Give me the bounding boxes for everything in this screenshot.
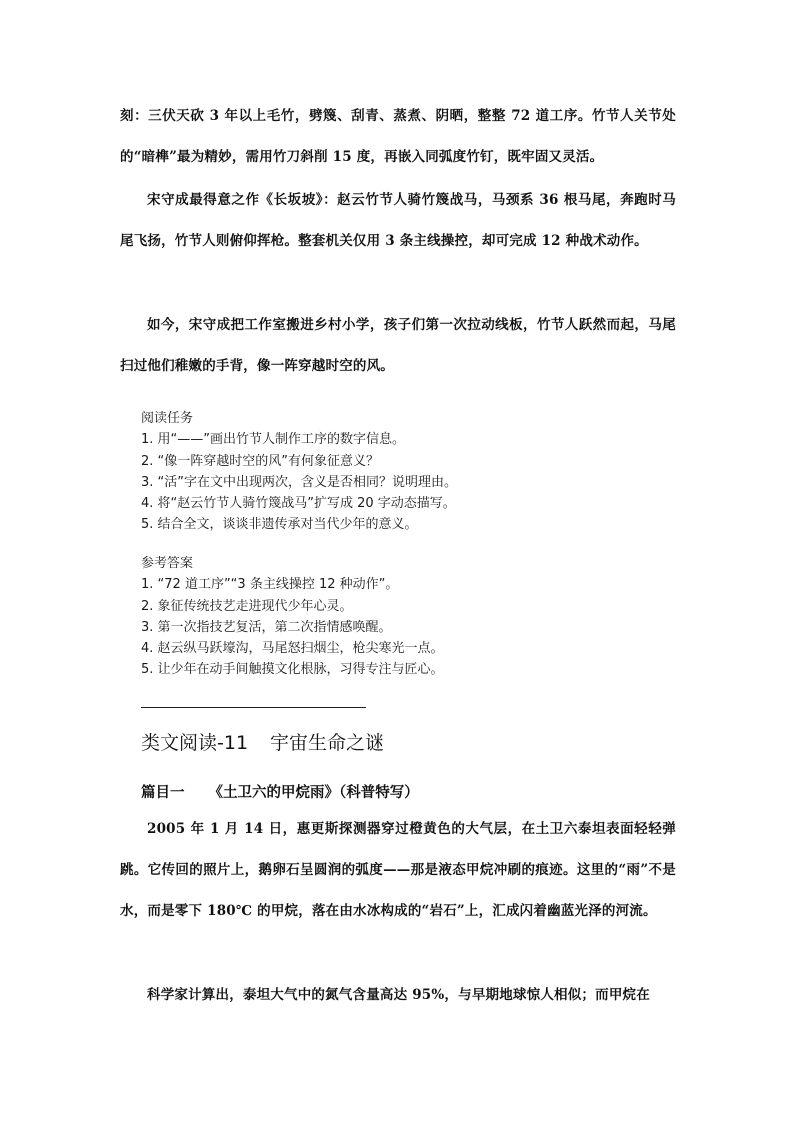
reading-tasks-heading: 阅读任务 xyxy=(141,411,194,426)
passage-paragraph-1: 刻：三伏天砍 3 年以上毛竹，劈篾、刮青、蒸煮、阴晒，整整 72 道工序。竹节人关节处的“暗榫”最为精妙，需用竹刀斜削 15 度，再嵌入同弧度竹钉，既牢固又灵活。 xyxy=(120,108,676,165)
section-divider xyxy=(141,707,366,708)
answer-item: 1. “72 道工序”“3 条主线操控 12 种动作”。 xyxy=(141,577,399,593)
answer-item: 5. 让少年在动手间触摸文化根脉，习得专注与匠心。 xyxy=(141,662,444,678)
reading-tasks-list xyxy=(141,429,681,535)
passage-paragraph-3: 如今，宋守成把工作室搬进乡村小学，孩子们第一次拉动线板，竹节人跃然而起，马尾扫过他们稚嫩的手背，像一阵穿越时空的风。 xyxy=(120,317,676,374)
reference-answers-list xyxy=(141,574,681,680)
reference-answers-heading: 参考答案 xyxy=(141,556,194,571)
section-topic: 宇宙生命之谜 xyxy=(270,732,385,754)
reading-tasks xyxy=(141,408,681,536)
article-paragraph-1: 2005 年 1 月 14 日，惠更斯探测器穿过橙黄色的大气层，在土卫六泰坦表面轻轻弹跳。它传回的照片上，鹅卵石呈圆润的弧度——那是液态甲烷冲刷的痕迹。这里的“雨”不是水，而是零下 180℃ 的甲烷，落在由水冰构成的“岩石”上，汇成闪着幽蓝光泽的河流。 xyxy=(120,821,676,919)
article-title: 《土卫六的甲烷雨》（科普特写） xyxy=(208,785,419,801)
reference-answers xyxy=(141,553,681,681)
reading-task-item: 1. 用“——”画出竹节人制作工序的数字信息。 xyxy=(141,432,406,448)
section-title xyxy=(141,728,384,755)
article-paragraph-2: 科学家计算出，泰坦大气中的氮气含量高达 95%，与早期地球惊人相似；而甲烷在 xyxy=(147,987,650,1003)
reading-task-item: 4. 将“赵云竹节人骑竹篾战马”扩写成 20 字动态描写。 xyxy=(141,496,456,512)
article-label: 篇目一 xyxy=(141,785,185,801)
answer-item: 4. 赵云纵马跃壕沟，马尾怒扫烟尘，枪尖寒光一点。 xyxy=(141,641,444,657)
reading-task-item: 3. “活”字在文中出现两次，含义是否相同？说明理由。 xyxy=(141,474,458,490)
article-heading xyxy=(141,781,419,802)
answer-item: 3. 第一次指技艺复活，第二次指情感唤醒。 xyxy=(141,619,392,635)
reading-task-item: 2. “像一阵穿越时空的风”有何象征意义？ xyxy=(141,453,380,469)
answer-item: 2. 象征传统技艺走进现代少年心灵。 xyxy=(141,598,353,614)
passage-paragraph-2: 宋守成最得意之作《长坂坡》：赵云竹节人骑竹篾战马，马颈系 36 根马尾，奔跑时马尾飞扬，竹节人则俯仰挥枪。整套机关仅用 3 条主线操控，却可完成 12 种战术动作。 xyxy=(120,192,676,249)
section-label: 类文阅读-11 xyxy=(141,732,249,754)
reading-task-item: 5. 结合全文，谈谈非遗传承对当代少年的意义。 xyxy=(141,517,418,533)
